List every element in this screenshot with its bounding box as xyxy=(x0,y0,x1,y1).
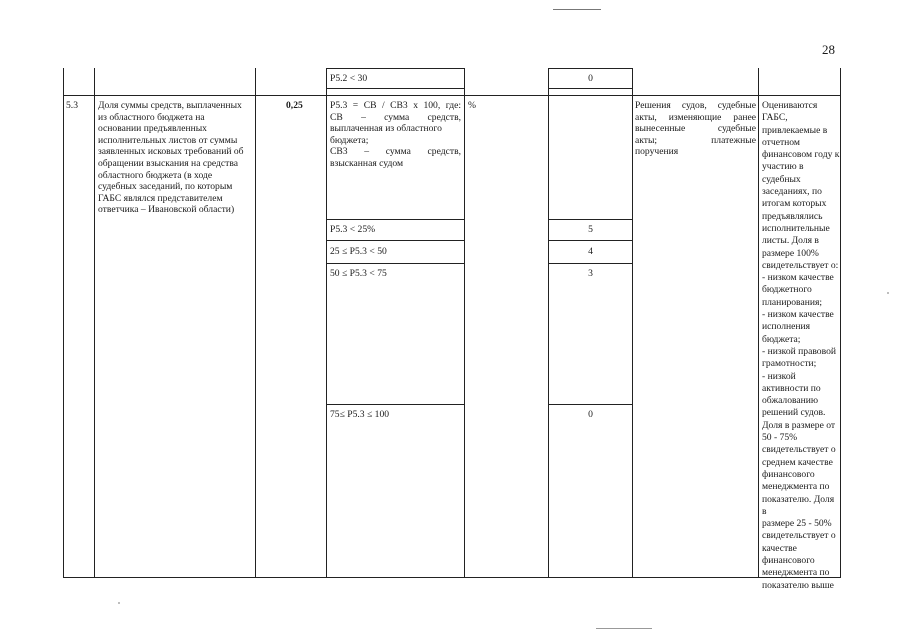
rule-scale-1-top xyxy=(326,219,464,220)
comment-line: - низкой правовой xyxy=(762,345,836,357)
source-line: акты; платежные xyxy=(635,134,756,146)
scale-score: 0 xyxy=(588,409,593,420)
formula-line: CB – сумма средств, xyxy=(330,111,461,123)
scan-mark-bottom xyxy=(596,628,652,629)
scale-score: 3 xyxy=(588,268,593,279)
formula-block xyxy=(330,100,461,170)
rule-bottom xyxy=(63,577,841,578)
criteria-table xyxy=(63,68,841,591)
rule-top-prev-condition xyxy=(326,68,464,69)
comment-line: планирования; xyxy=(762,296,823,308)
scale-condition: 50 ≤ P5.3 < 75 xyxy=(330,268,387,279)
comment-line: отчетном xyxy=(762,136,800,148)
comment-line: финансового xyxy=(762,468,815,480)
col-border-3 xyxy=(326,68,327,578)
comment-line: свидетельствует о xyxy=(762,530,836,542)
source-line: вынесенные судебные xyxy=(635,123,756,135)
indicator-weight: 0,25 xyxy=(286,100,303,111)
comment-line: итогам которых xyxy=(762,198,827,210)
source-line: акты, изменяющие ранее xyxy=(635,111,756,123)
rule-scale-4-top xyxy=(326,404,464,405)
comment-line: свидетельствует о: xyxy=(762,259,839,271)
col-border-5 xyxy=(548,68,549,578)
row-number: 5.3 xyxy=(66,100,78,111)
col-border-7 xyxy=(758,68,759,578)
comment-line: участию в xyxy=(762,161,804,173)
formula-line: взысканная судом xyxy=(330,157,404,169)
scale-score: 4 xyxy=(588,246,593,257)
comment-line: активности по xyxy=(762,382,821,394)
comment-line: менеджмента по xyxy=(762,567,830,579)
comment-line: финансового xyxy=(762,554,815,566)
comment-line: бюджетного xyxy=(762,284,812,296)
comment-line: показателю. Доля в xyxy=(762,493,835,517)
rule-scale-1-bottom-score xyxy=(548,240,632,241)
scale-score: 5 xyxy=(588,224,593,235)
scan-mark-top xyxy=(553,9,601,10)
prev-condition: P5.2 < 30 xyxy=(330,73,368,84)
comment-line: грамотности; xyxy=(762,358,817,370)
scale-condition: 25 ≤ P5.3 < 50 xyxy=(330,246,387,257)
indicator-name: Доля суммы средств, выплаченных из областного бюджета на основании предъявленных исполнительных листов от суммы заявленных исковых требований об обращении взыскания на средства областного бюджета (в ходе судебных заседаний, по которым ГАБС являлся представителем ответчика – Ивановской области) xyxy=(98,100,244,216)
comment-line: - низком качестве xyxy=(762,309,834,321)
rule-under-prev-condition xyxy=(326,88,464,89)
scale-condition: 75≤ P5.3 ≤ 100 xyxy=(330,409,390,420)
source-line: поручения xyxy=(635,146,679,158)
source-line: Решения судов, судебные xyxy=(635,100,756,111)
unit-of-measure: % xyxy=(468,100,476,111)
comment-line: размере 25 - 50% xyxy=(762,518,832,530)
comment-line: обжалованию xyxy=(762,395,819,407)
comment-line: Доля в размере от xyxy=(762,419,836,431)
comment-line: 50 - 75% xyxy=(762,432,798,444)
comment-line: Оцениваются xyxy=(762,100,818,111)
rule-scale-4-top-score xyxy=(548,404,632,405)
rule-scale-2-bottom-score xyxy=(548,263,632,264)
comment-line: решений судов. xyxy=(762,407,826,419)
comment-block xyxy=(762,100,840,592)
rule-under-prev-score xyxy=(548,88,632,89)
prev-score: 0 xyxy=(588,73,593,84)
comment-line: бюджета; xyxy=(762,333,801,345)
data-source-block xyxy=(635,100,756,158)
scale-condition: P5.3 < 25% xyxy=(330,224,376,235)
formula-line: CB3 – сумма средств, xyxy=(330,146,461,158)
rule-top-prev-score xyxy=(548,68,632,69)
comment-line: финансовом году к xyxy=(762,149,840,161)
col-border-1 xyxy=(94,68,95,578)
comment-line: свидетельствует о xyxy=(762,444,836,456)
comment-line: - низком качестве xyxy=(762,272,834,284)
comment-line: судебных xyxy=(762,173,801,185)
comment-line: исполнения xyxy=(762,321,811,333)
comment-line: качестве xyxy=(762,542,797,554)
scan-speck xyxy=(887,292,889,294)
col-border-2 xyxy=(255,68,256,578)
comment-line: размере 100% xyxy=(762,247,819,259)
comment-line: - низкой xyxy=(762,370,796,382)
comment-line: исполнительные xyxy=(762,222,830,234)
comment-line: привлекаемые в xyxy=(762,124,828,136)
col-border-8 xyxy=(840,68,841,578)
formula-line: P5.3 = CB / CB3 x 100, где: xyxy=(330,100,461,111)
page-number: 28 xyxy=(822,42,835,57)
rule-scale-1-bottom xyxy=(326,240,464,241)
comment-line: заседаниях, по xyxy=(762,186,822,198)
comment-line: менеджмента по xyxy=(762,481,830,493)
comment-line: предъявлялись xyxy=(762,210,823,222)
comment-line: показателю выше xyxy=(762,579,834,591)
formula-line: бюджета; xyxy=(330,134,369,146)
comment-line: среднем качестве xyxy=(762,456,833,468)
comment-line: листы. Доля в xyxy=(762,235,819,247)
rule-scale-1-top-score xyxy=(548,219,632,220)
rule-row-separator xyxy=(63,95,841,96)
scan-speck xyxy=(118,602,120,604)
comment-line: ГАБС, xyxy=(762,112,788,124)
rule-scale-2-bottom xyxy=(326,263,464,264)
formula-line: выплаченная из областного xyxy=(330,123,442,135)
col-border-4 xyxy=(464,68,465,578)
col-border-0 xyxy=(63,68,64,578)
col-border-6 xyxy=(632,68,633,578)
